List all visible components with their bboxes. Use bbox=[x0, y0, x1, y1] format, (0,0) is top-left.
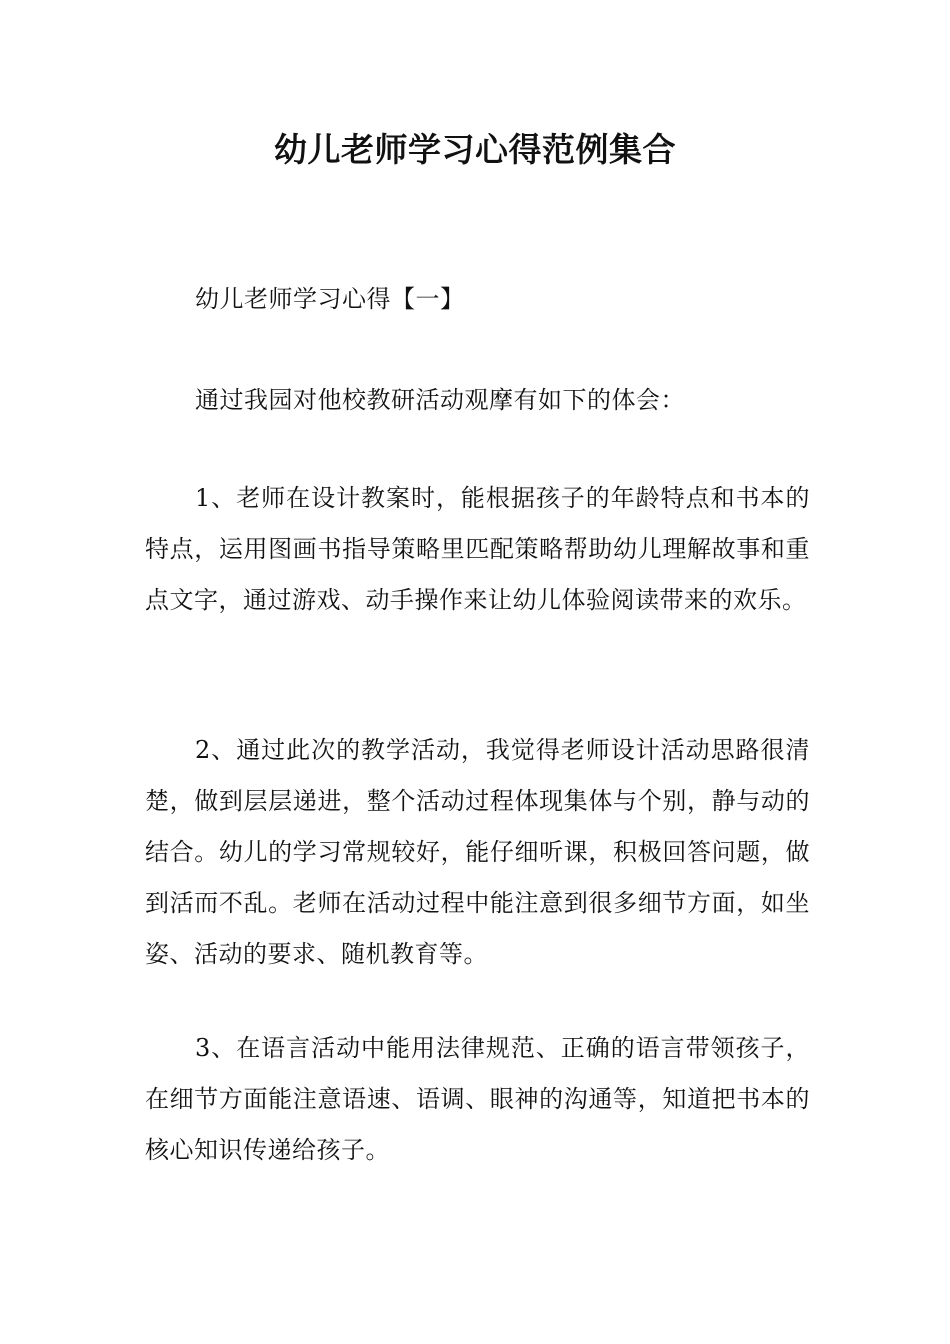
paragraph-3: 3、在语言活动中能用法律规范、正确的语言带领孩子，在细节方面能注意语速、语调、眼神的沟通等，知道把书本的核心知识传递给孩子。 bbox=[145, 1034, 810, 1164]
paragraph-1: 1、老师在设计教案时，能根据孩子的年龄特点和书本的特点，运用图画书指导策略里匹配策略帮助幼儿理解故事和重点文字，通过游戏、动手操作来让幼儿体验阅读带来的欢乐。 bbox=[145, 484, 810, 614]
section-heading: 幼儿老师学习心得【一】 bbox=[195, 285, 465, 313]
intro-paragraph: 通过我园对他校教研活动观摩有如下的体会： bbox=[195, 386, 685, 414]
paragraph-2: 2、通过此次的教学活动，我觉得老师设计活动思路很清楚，做到层层递进，整个活动过程体现集体与个别，静与动的结合。幼儿的学习常规较好，能仔细听课，积极回答问题，做到活而不乱。老师在活动过程中能注意到很多细节方面，如坐姿、活动的要求、随机教育等。 bbox=[145, 736, 810, 968]
document-title: 幼儿老师学习心得范例集合 bbox=[274, 130, 676, 169]
